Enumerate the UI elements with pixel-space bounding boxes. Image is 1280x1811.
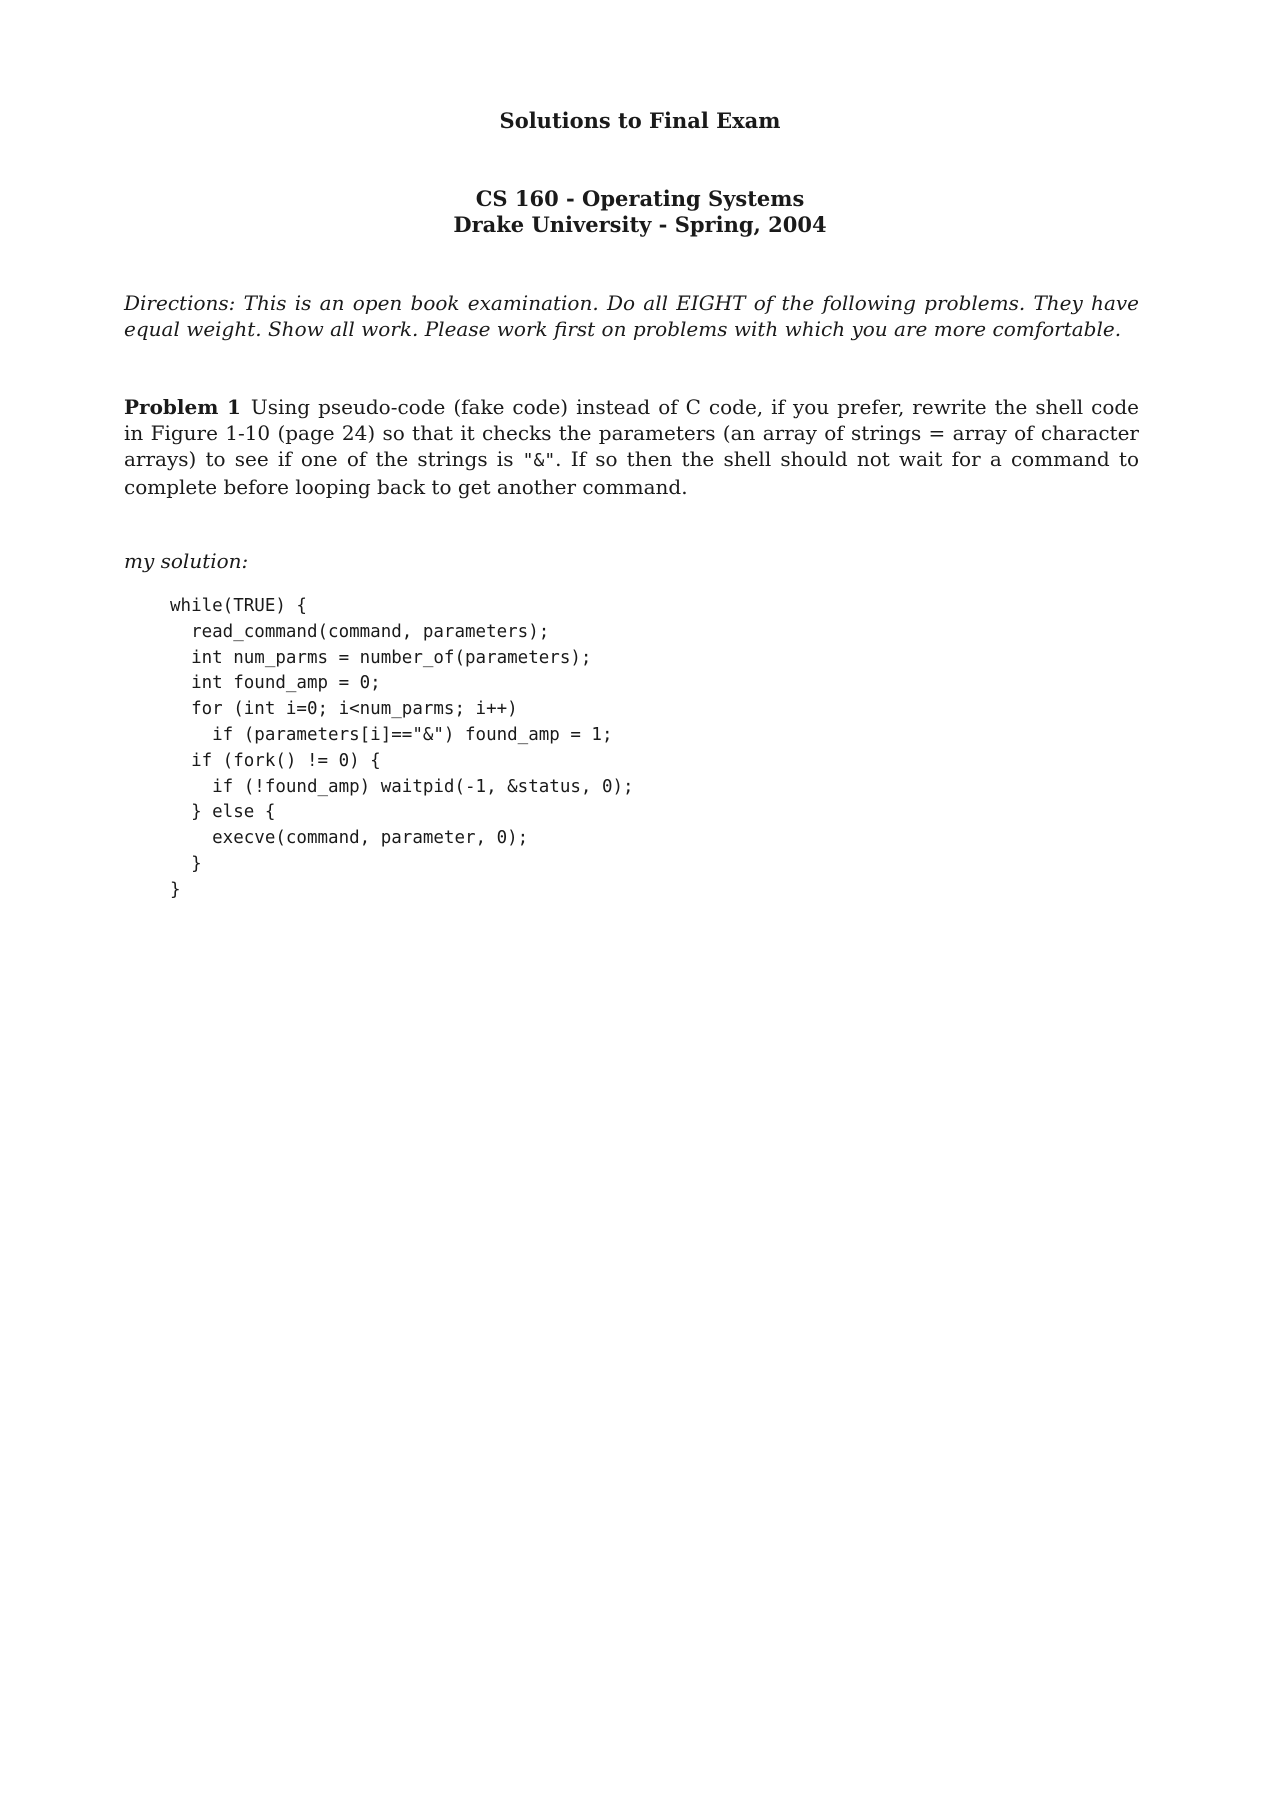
code-line: if (parameters[i]=="&") found_amp = 1; <box>170 724 613 745</box>
code-line: while(TRUE) { <box>170 596 307 616</box>
problem-text-after: . If so then the shell should not wait for a command to complete before looping back to get another command. <box>124 447 1139 499</box>
course-name: CS 160 - Operating Systems <box>475 186 805 211</box>
code-line: int found_amp = 0; <box>170 673 381 694</box>
code-line: read_command(command, parameters); <box>170 621 550 642</box>
solution-code-block <box>170 594 634 904</box>
institution-term: Drake University - Spring, 2004 <box>453 212 827 237</box>
exam-directions: Directions: This is an open book examination. Do all EIGHT of the following problems. They have equal weight. Show all work. Please work first on problems with which you are more comfortable. <box>124 291 1139 341</box>
code-line: if (!found_amp) waitpid(-1, &status, 0); <box>170 776 634 797</box>
problem-1 <box>124 394 1139 500</box>
solution-label: my solution: <box>124 549 249 573</box>
problem-text-before: Using pseudo-code (fake code) instead of C code, if you prefer, rewrite the shell code in Figure 1-10 (page 24) so that it checks the parameters (an array of strings = array of character arrays) to see if one of the strings is <box>124 395 1140 471</box>
code-line: for (int i=0; i<num_parms; i++) <box>170 699 518 720</box>
course-header <box>0 186 1280 238</box>
problem-inline-code: "&" <box>522 450 556 471</box>
code-line: } <box>170 853 202 874</box>
code-line: if (fork() != 0) { <box>170 750 381 771</box>
document-title: Solutions to Final Exam <box>499 108 781 133</box>
code-line: execve(command, parameter, 0); <box>170 828 529 849</box>
code-line: } else { <box>170 802 276 823</box>
code-line: int num_parms = number_of(parameters); <box>170 647 592 668</box>
problem-label: Problem 1 <box>124 395 241 419</box>
code-line: } <box>170 879 181 900</box>
